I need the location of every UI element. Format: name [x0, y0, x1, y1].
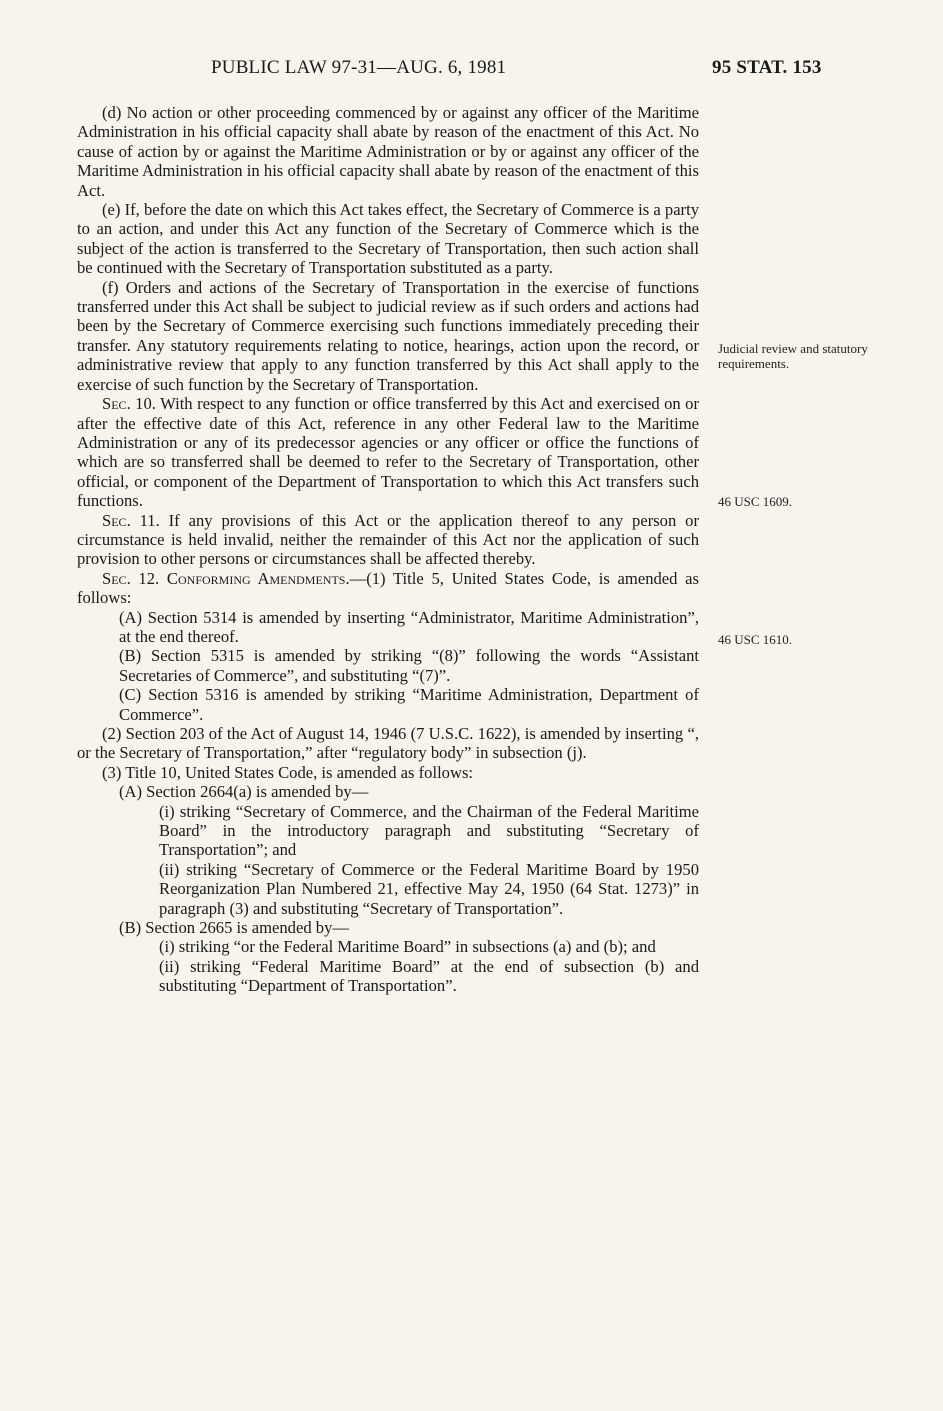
subpara-3: (3) Title 10, United States Code, is amended as follows:: [102, 762, 474, 782]
subpara-3a: (A) Section 2664(a) is amended by—: [119, 782, 369, 802]
header-title: PUBLIC LAW 97-31—AUG. 6, 1981: [211, 57, 507, 78]
subpara-1a: (A) Section 5314 is amended by inserting “Administrator, Maritime Administration”, at the end thereof.: [119, 607, 699, 646]
section-10-text: With respect to any function or office transferred by this Act and exercised on or after the effective date of this Act, reference in any other Federal law to the Maritime Administration or any of its predecessor agencies or any officer or office the functions of which are so transferred shall be deemed to refer to the Secretary of Transportation, other official, or component of the Department of Transportation to which this Act transfers such functions.: [77, 394, 699, 511]
clause-3b-ii: (ii) striking “Federal Maritime Board” at the end of subsection (b) and substituting “Department of Transportation”.: [159, 956, 699, 996]
subpara-1b: (B) Section 5315 is amended by striking “(8)” following the words “Assistant Secretaries of Commerce”, and substituting “(7)”.: [119, 646, 699, 685]
clause-3a-i: (i) striking “Secretary of Commerce, and the Chairman of the Federal Maritime Board” in the introductory paragraph and substituting “Secretary of Transportation”; and: [159, 801, 699, 860]
section-12-heading: Conforming Amendments.: [166, 568, 350, 588]
paragraph-d: (d) No action or other proceeding commenced by or against any officer of the Maritime Administration in his official capacity shall abate by reason of the enactment of this Act. No cause of action by or against the Maritime Administration or by or against any officer of the Maritime Administration in his official capacity shall abate by reason of the enactment of this Act.: [77, 103, 699, 200]
section-11: [77, 511, 699, 569]
section-11-text: If any provisions of this Act or the application thereof to any person or circumstance is held invalid, neither the remainder of this Act nor the application of such provision to other persons or circumstances shall be affected thereby.: [77, 510, 699, 569]
margin-note-46-usc-1610: 46 USC 1610.: [718, 632, 793, 647]
section-12-text: —(1) Title 5, United States Code, is amended as follows:: [77, 568, 699, 608]
section-10-label: Sec. 10.: [102, 394, 156, 414]
margin-note-46-usc-1609: 46 USC 1609.: [718, 494, 793, 509]
paragraph-e: (e) If, before the date on which this Act takes effect, the Secretary of Commerce is a party to an action, and under this Act any function of the Secretary of Commerce which is the subject of the action is transferred to the Secretary of Transportation, then such action shall be continued with the Secretary of Transportation substituted as a party.: [77, 200, 699, 278]
section-12-label: Sec. 12.: [102, 568, 160, 588]
header-stat-page: 95 STAT. 153: [712, 57, 822, 78]
clause-3a-ii: (ii) striking “Secretary of Commerce or the Federal Maritime Board by 1950 Reorganization Plan Numbered 21, effective May 24, 1950 (64 Stat. 1273)” in paragraph (3) and substituting “Secretary of Transportation”.: [159, 859, 699, 918]
clause-3b-i: (i) striking “or the Federal Maritime Board” in subsections (a) and (b); and: [159, 937, 656, 957]
subpara-1c: (C) Section 5316 is amended by striking “Maritime Administration, Department of Commerce”.: [119, 685, 699, 724]
page-header: [0, 57, 943, 83]
margin-note-judicial-review: Judicial review and statutory requirements.: [718, 341, 868, 371]
section-11-label: Sec. 11.: [102, 510, 160, 530]
subpara-3b: (B) Section 2665 is amended by—: [119, 918, 349, 938]
paragraph-f: (f) Orders and actions of the Secretary of Transportation in the exercise of functions transferred under this Act shall be subject to judicial review as if such orders and actions had been by the Secretary of Commerce exercising such functions immediately preceding their transfer. Any statutory requirements relating to notice, hearings, action upon the record, or administrative review that apply to any function transferred by this Act shall apply to the exercise of such function by the Secretary of Transportation.: [77, 277, 699, 394]
document-body: [77, 103, 699, 996]
section-12: [77, 569, 699, 608]
section-10: [77, 394, 699, 510]
subpara-2: (2) Section 203 of the Act of August 14, 1946 (7 U.S.C. 1622), is amended by inserting “, or the Secretary of Transportation,” after “regulatory body” in subsection (j).: [77, 724, 699, 763]
